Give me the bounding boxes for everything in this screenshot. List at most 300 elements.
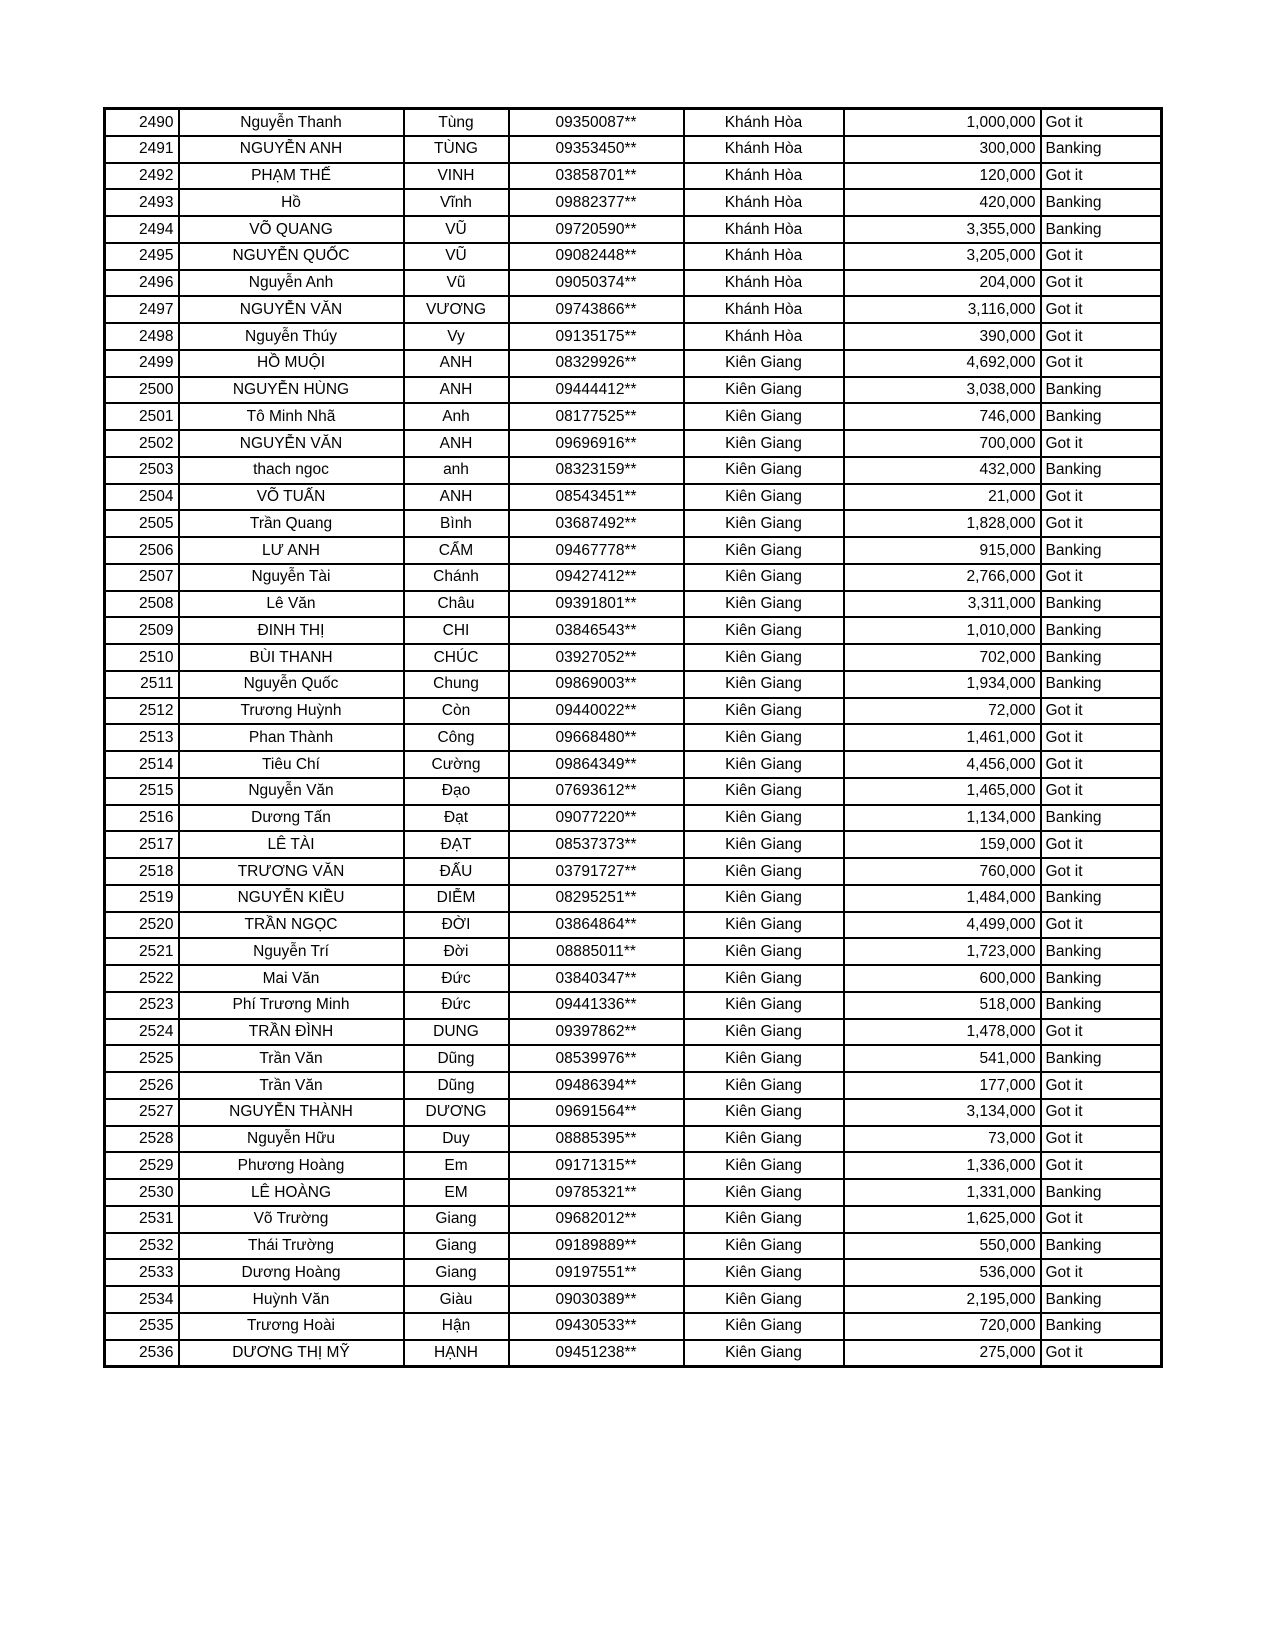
- cell-status: Banking: [1041, 1286, 1162, 1313]
- cell-first-name: Giang: [404, 1206, 509, 1233]
- cell-first-name: CẨM: [404, 537, 509, 564]
- table-row: [105, 831, 1162, 858]
- cell-last-middle-name: PHẠM THẾ: [179, 163, 404, 190]
- cell-first-name: Giàu: [404, 1286, 509, 1313]
- cell-row-id: 2519: [105, 885, 179, 912]
- cell-first-name: DUNG: [404, 1019, 509, 1046]
- cell-phone-masked: 09864349**: [509, 751, 684, 778]
- cell-province: Khánh Hòa: [684, 296, 844, 323]
- cell-phone-masked: 09350087**: [509, 109, 684, 136]
- cell-row-id: 2521: [105, 938, 179, 965]
- cell-last-middle-name: Dương Tấn: [179, 805, 404, 832]
- cell-last-middle-name: Nguyễn Trí: [179, 938, 404, 965]
- cell-first-name: VINH: [404, 163, 509, 190]
- cell-row-id: 2522: [105, 965, 179, 992]
- table-row: [105, 1099, 1162, 1126]
- cell-amount: 1,134,000: [844, 805, 1041, 832]
- cell-first-name: ANH: [404, 377, 509, 404]
- cell-amount: 518,000: [844, 992, 1041, 1019]
- cell-phone-masked: 08885011**: [509, 938, 684, 965]
- cell-row-id: 2490: [105, 109, 179, 136]
- cell-phone-masked: 08177525**: [509, 403, 684, 430]
- cell-province: Kiên Giang: [684, 1019, 844, 1046]
- cell-phone-masked: 09135175**: [509, 323, 684, 350]
- cell-last-middle-name: ĐINH THỊ: [179, 617, 404, 644]
- cell-amount: 702,000: [844, 644, 1041, 671]
- cell-phone-masked: 09397862**: [509, 1019, 684, 1046]
- cell-row-id: 2531: [105, 1206, 179, 1233]
- cell-first-name: VŨ: [404, 243, 509, 270]
- cell-amount: 1,478,000: [844, 1019, 1041, 1046]
- cell-amount: 3,311,000: [844, 591, 1041, 618]
- cell-first-name: Đức: [404, 965, 509, 992]
- cell-province: Kiên Giang: [684, 992, 844, 1019]
- cell-row-id: 2502: [105, 430, 179, 457]
- cell-last-middle-name: Nguyễn Hữu: [179, 1126, 404, 1153]
- cell-first-name: Cường: [404, 751, 509, 778]
- cell-phone-masked: 09353450**: [509, 136, 684, 163]
- table-row: [105, 1045, 1162, 1072]
- cell-status: Got it: [1041, 912, 1162, 939]
- cell-last-middle-name: Huỳnh Văn: [179, 1286, 404, 1313]
- cell-status: Banking: [1041, 885, 1162, 912]
- cell-row-id: 2511: [105, 671, 179, 698]
- cell-amount: 177,000: [844, 1072, 1041, 1099]
- cell-first-name: Dũng: [404, 1072, 509, 1099]
- cell-last-middle-name: Tiêu Chí: [179, 751, 404, 778]
- cell-first-name: Châu: [404, 591, 509, 618]
- cell-first-name: TÙNG: [404, 136, 509, 163]
- cell-phone-masked: 08539976**: [509, 1045, 684, 1072]
- cell-status: Banking: [1041, 938, 1162, 965]
- cell-status: Got it: [1041, 109, 1162, 136]
- cell-province: Kiên Giang: [684, 430, 844, 457]
- cell-last-middle-name: NGUYỄN KIỀU: [179, 885, 404, 912]
- cell-amount: 760,000: [844, 858, 1041, 885]
- cell-amount: 1,465,000: [844, 778, 1041, 805]
- cell-status: Banking: [1041, 537, 1162, 564]
- cell-last-middle-name: Phan Thành: [179, 724, 404, 751]
- cell-phone-masked: 09785321**: [509, 1179, 684, 1206]
- cell-last-middle-name: Dương Hoàng: [179, 1259, 404, 1286]
- recipients-table: [103, 107, 1163, 1368]
- cell-phone-masked: 09882377**: [509, 189, 684, 216]
- cell-status: Got it: [1041, 1340, 1162, 1367]
- cell-first-name: DƯƠNG: [404, 1099, 509, 1126]
- cell-status: Banking: [1041, 1045, 1162, 1072]
- cell-phone-masked: 09391801**: [509, 591, 684, 618]
- cell-first-name: ĐẤU: [404, 858, 509, 885]
- cell-status: Banking: [1041, 1179, 1162, 1206]
- cell-phone-masked: 09197551**: [509, 1259, 684, 1286]
- cell-province: Kiên Giang: [684, 1072, 844, 1099]
- cell-status: Got it: [1041, 323, 1162, 350]
- cell-row-id: 2534: [105, 1286, 179, 1313]
- table-row: [105, 136, 1162, 163]
- cell-row-id: 2530: [105, 1179, 179, 1206]
- cell-province: Kiên Giang: [684, 403, 844, 430]
- cell-last-middle-name: NGUYỄN VĂN: [179, 296, 404, 323]
- cell-amount: 1,336,000: [844, 1152, 1041, 1179]
- table-row: [105, 1340, 1162, 1367]
- cell-province: Khánh Hòa: [684, 109, 844, 136]
- cell-row-id: 2509: [105, 617, 179, 644]
- table-row: [105, 350, 1162, 377]
- table-row: [105, 1313, 1162, 1340]
- cell-amount: 432,000: [844, 457, 1041, 484]
- cell-phone-masked: 09743866**: [509, 296, 684, 323]
- cell-first-name: Anh: [404, 403, 509, 430]
- cell-first-name: Giang: [404, 1233, 509, 1260]
- cell-first-name: CHÚC: [404, 644, 509, 671]
- cell-province: Kiên Giang: [684, 671, 844, 698]
- cell-province: Khánh Hòa: [684, 270, 844, 297]
- cell-last-middle-name: Nguyễn Tài: [179, 564, 404, 591]
- cell-row-id: 2517: [105, 831, 179, 858]
- table-row: [105, 270, 1162, 297]
- table-row: [105, 1019, 1162, 1046]
- cell-province: Kiên Giang: [684, 1340, 844, 1367]
- cell-last-middle-name: TRẦN ĐÌNH: [179, 1019, 404, 1046]
- table-row: [105, 564, 1162, 591]
- cell-last-middle-name: thach ngoc: [179, 457, 404, 484]
- cell-phone-masked: 09440022**: [509, 698, 684, 725]
- cell-row-id: 2535: [105, 1313, 179, 1340]
- cell-province: Kiên Giang: [684, 564, 844, 591]
- cell-row-id: 2513: [105, 724, 179, 751]
- cell-row-id: 2526: [105, 1072, 179, 1099]
- cell-row-id: 2497: [105, 296, 179, 323]
- cell-province: Kiên Giang: [684, 591, 844, 618]
- cell-amount: 1,461,000: [844, 724, 1041, 751]
- cell-phone-masked: 09486394**: [509, 1072, 684, 1099]
- cell-row-id: 2510: [105, 644, 179, 671]
- table-row: [105, 484, 1162, 511]
- cell-province: Kiên Giang: [684, 805, 844, 832]
- cell-amount: 300,000: [844, 136, 1041, 163]
- cell-amount: 3,205,000: [844, 243, 1041, 270]
- table-row: [105, 724, 1162, 751]
- cell-row-id: 2515: [105, 778, 179, 805]
- cell-phone-masked: 09451238**: [509, 1340, 684, 1367]
- cell-last-middle-name: Phí Trương Minh: [179, 992, 404, 1019]
- cell-last-middle-name: DƯƠNG THỊ MỸ: [179, 1340, 404, 1367]
- cell-status: Got it: [1041, 1259, 1162, 1286]
- cell-status: Got it: [1041, 296, 1162, 323]
- cell-phone-masked: 03927052**: [509, 644, 684, 671]
- cell-province: Kiên Giang: [684, 724, 844, 751]
- cell-last-middle-name: Hồ: [179, 189, 404, 216]
- cell-amount: 1,010,000: [844, 617, 1041, 644]
- cell-amount: 536,000: [844, 1259, 1041, 1286]
- cell-amount: 2,766,000: [844, 564, 1041, 591]
- table-row: [105, 189, 1162, 216]
- cell-phone-masked: 09441336**: [509, 992, 684, 1019]
- cell-status: Banking: [1041, 992, 1162, 1019]
- cell-first-name: Tùng: [404, 109, 509, 136]
- cell-amount: 541,000: [844, 1045, 1041, 1072]
- cell-phone-masked: 09720590**: [509, 216, 684, 243]
- cell-amount: 1,723,000: [844, 938, 1041, 965]
- cell-row-id: 2501: [105, 403, 179, 430]
- cell-first-name: DIỄM: [404, 885, 509, 912]
- cell-row-id: 2516: [105, 805, 179, 832]
- cell-first-name: ĐẠT: [404, 831, 509, 858]
- cell-row-id: 2492: [105, 163, 179, 190]
- cell-last-middle-name: NGUYỄN HÙNG: [179, 377, 404, 404]
- cell-row-id: 2536: [105, 1340, 179, 1367]
- cell-row-id: 2504: [105, 484, 179, 511]
- cell-phone-masked: 07693612**: [509, 778, 684, 805]
- cell-status: Got it: [1041, 858, 1162, 885]
- cell-amount: 4,692,000: [844, 350, 1041, 377]
- cell-province: Khánh Hòa: [684, 136, 844, 163]
- cell-row-id: 2493: [105, 189, 179, 216]
- cell-province: Kiên Giang: [684, 1259, 844, 1286]
- cell-phone-masked: 08295251**: [509, 885, 684, 912]
- cell-status: Banking: [1041, 1313, 1162, 1340]
- cell-first-name: Đức: [404, 992, 509, 1019]
- cell-amount: 4,499,000: [844, 912, 1041, 939]
- cell-first-name: Bình: [404, 510, 509, 537]
- cell-amount: 21,000: [844, 484, 1041, 511]
- cell-phone-masked: 09668480**: [509, 724, 684, 751]
- table-row: [105, 109, 1162, 136]
- cell-last-middle-name: Lê Văn: [179, 591, 404, 618]
- table-row: [105, 1233, 1162, 1260]
- cell-amount: 3,116,000: [844, 296, 1041, 323]
- cell-amount: 1,625,000: [844, 1206, 1041, 1233]
- table-row: [105, 805, 1162, 832]
- cell-status: Got it: [1041, 350, 1162, 377]
- cell-first-name: Chánh: [404, 564, 509, 591]
- cell-row-id: 2523: [105, 992, 179, 1019]
- cell-amount: 700,000: [844, 430, 1041, 457]
- cell-status: Banking: [1041, 671, 1162, 698]
- cell-status: Got it: [1041, 698, 1162, 725]
- table-row: [105, 751, 1162, 778]
- cell-province: Kiên Giang: [684, 831, 844, 858]
- cell-amount: 3,134,000: [844, 1099, 1041, 1126]
- cell-amount: 1,828,000: [844, 510, 1041, 537]
- cell-status: Got it: [1041, 243, 1162, 270]
- cell-province: Kiên Giang: [684, 1206, 844, 1233]
- cell-row-id: 2508: [105, 591, 179, 618]
- cell-phone-masked: 09077220**: [509, 805, 684, 832]
- cell-status: Got it: [1041, 430, 1162, 457]
- cell-first-name: Đạt: [404, 805, 509, 832]
- table-row: [105, 296, 1162, 323]
- cell-amount: 4,456,000: [844, 751, 1041, 778]
- cell-status: Banking: [1041, 377, 1162, 404]
- cell-phone-masked: 09082448**: [509, 243, 684, 270]
- cell-phone-masked: 03840347**: [509, 965, 684, 992]
- cell-row-id: 2533: [105, 1259, 179, 1286]
- cell-phone-masked: 09691564**: [509, 1099, 684, 1126]
- cell-last-middle-name: Nguyễn Thanh: [179, 109, 404, 136]
- cell-amount: 73,000: [844, 1126, 1041, 1153]
- cell-last-middle-name: NGUYỄN VĂN: [179, 430, 404, 457]
- cell-last-middle-name: HỒ MUỘI: [179, 350, 404, 377]
- cell-row-id: 2527: [105, 1099, 179, 1126]
- table-row: [105, 1072, 1162, 1099]
- cell-first-name: VƯƠNG: [404, 296, 509, 323]
- cell-status: Got it: [1041, 564, 1162, 591]
- cell-phone-masked: 09427412**: [509, 564, 684, 591]
- cell-province: Khánh Hòa: [684, 163, 844, 190]
- cell-last-middle-name: Thái Trường: [179, 1233, 404, 1260]
- cell-row-id: 2499: [105, 350, 179, 377]
- table-row: [105, 644, 1162, 671]
- cell-province: Kiên Giang: [684, 510, 844, 537]
- table-row: [105, 858, 1162, 885]
- table-row: [105, 1286, 1162, 1313]
- cell-status: Got it: [1041, 751, 1162, 778]
- cell-status: Banking: [1041, 189, 1162, 216]
- cell-status: Got it: [1041, 1206, 1162, 1233]
- cell-row-id: 2503: [105, 457, 179, 484]
- cell-last-middle-name: Trần Văn: [179, 1045, 404, 1072]
- cell-amount: 3,038,000: [844, 377, 1041, 404]
- cell-province: Kiên Giang: [684, 1099, 844, 1126]
- cell-status: Banking: [1041, 403, 1162, 430]
- cell-first-name: Em: [404, 1152, 509, 1179]
- cell-first-name: Vĩnh: [404, 189, 509, 216]
- cell-phone-masked: 09696916**: [509, 430, 684, 457]
- cell-status: Got it: [1041, 831, 1162, 858]
- cell-first-name: ANH: [404, 430, 509, 457]
- table-row: [105, 885, 1162, 912]
- cell-last-middle-name: Trương Hoài: [179, 1313, 404, 1340]
- cell-row-id: 2507: [105, 564, 179, 591]
- cell-status: Banking: [1041, 1233, 1162, 1260]
- cell-first-name: Dũng: [404, 1045, 509, 1072]
- cell-row-id: 2520: [105, 912, 179, 939]
- cell-amount: 420,000: [844, 189, 1041, 216]
- cell-last-middle-name: Trần Văn: [179, 1072, 404, 1099]
- cell-row-id: 2494: [105, 216, 179, 243]
- cell-row-id: 2495: [105, 243, 179, 270]
- cell-amount: 3,355,000: [844, 216, 1041, 243]
- cell-last-middle-name: Trần Quang: [179, 510, 404, 537]
- cell-phone-masked: 09869003**: [509, 671, 684, 698]
- cell-province: Kiên Giang: [684, 1286, 844, 1313]
- cell-first-name: Duy: [404, 1126, 509, 1153]
- cell-row-id: 2512: [105, 698, 179, 725]
- cell-first-name: anh: [404, 457, 509, 484]
- cell-province: Kiên Giang: [684, 617, 844, 644]
- cell-province: Kiên Giang: [684, 885, 844, 912]
- table-row: [105, 938, 1162, 965]
- cell-status: Got it: [1041, 1099, 1162, 1126]
- cell-amount: 1,934,000: [844, 671, 1041, 698]
- cell-row-id: 2518: [105, 858, 179, 885]
- cell-status: Got it: [1041, 510, 1162, 537]
- table-row: [105, 403, 1162, 430]
- table-row: [105, 377, 1162, 404]
- cell-phone-masked: 08885395**: [509, 1126, 684, 1153]
- cell-phone-masked: 09682012**: [509, 1206, 684, 1233]
- cell-amount: 1,331,000: [844, 1179, 1041, 1206]
- cell-phone-masked: 03858701**: [509, 163, 684, 190]
- cell-first-name: ANH: [404, 484, 509, 511]
- cell-amount: 550,000: [844, 1233, 1041, 1260]
- cell-first-name: CHI: [404, 617, 509, 644]
- cell-phone-masked: 09030389**: [509, 1286, 684, 1313]
- table-row: [105, 1179, 1162, 1206]
- cell-province: Kiên Giang: [684, 858, 844, 885]
- table-row: [105, 698, 1162, 725]
- cell-province: Khánh Hòa: [684, 189, 844, 216]
- cell-phone-masked: 08329926**: [509, 350, 684, 377]
- cell-province: Kiên Giang: [684, 350, 844, 377]
- cell-status: Banking: [1041, 591, 1162, 618]
- cell-amount: 720,000: [844, 1313, 1041, 1340]
- cell-province: Kiên Giang: [684, 537, 844, 564]
- cell-row-id: 2506: [105, 537, 179, 564]
- table-row: [105, 1152, 1162, 1179]
- cell-phone-masked: 08543451**: [509, 484, 684, 511]
- cell-province: Kiên Giang: [684, 938, 844, 965]
- cell-row-id: 2505: [105, 510, 179, 537]
- cell-first-name: Còn: [404, 698, 509, 725]
- table-row: [105, 216, 1162, 243]
- cell-row-id: 2528: [105, 1126, 179, 1153]
- table-row: [105, 537, 1162, 564]
- cell-status: Got it: [1041, 163, 1162, 190]
- cell-status: Banking: [1041, 617, 1162, 644]
- cell-last-middle-name: Võ Trường: [179, 1206, 404, 1233]
- cell-row-id: 2514: [105, 751, 179, 778]
- cell-status: Got it: [1041, 778, 1162, 805]
- cell-first-name: Đời: [404, 938, 509, 965]
- cell-status: Banking: [1041, 216, 1162, 243]
- cell-province: Kiên Giang: [684, 1126, 844, 1153]
- cell-province: Kiên Giang: [684, 912, 844, 939]
- cell-amount: 204,000: [844, 270, 1041, 297]
- cell-phone-masked: 08537373**: [509, 831, 684, 858]
- cell-status: Got it: [1041, 484, 1162, 511]
- cell-status: Got it: [1041, 724, 1162, 751]
- cell-province: Kiên Giang: [684, 1179, 844, 1206]
- cell-status: Got it: [1041, 1072, 1162, 1099]
- cell-first-name: Chung: [404, 671, 509, 698]
- cell-last-middle-name: LƯ ANH: [179, 537, 404, 564]
- cell-phone-masked: 09189889**: [509, 1233, 684, 1260]
- cell-row-id: 2524: [105, 1019, 179, 1046]
- table-row: [105, 912, 1162, 939]
- cell-province: Kiên Giang: [684, 377, 844, 404]
- cell-first-name: Đạo: [404, 778, 509, 805]
- cell-last-middle-name: Nguyễn Thúy: [179, 323, 404, 350]
- cell-first-name: Vũ: [404, 270, 509, 297]
- cell-first-name: Giang: [404, 1259, 509, 1286]
- table-row: [105, 591, 1162, 618]
- cell-row-id: 2529: [105, 1152, 179, 1179]
- cell-phone-masked: 09444412**: [509, 377, 684, 404]
- cell-province: Kiên Giang: [684, 698, 844, 725]
- cell-province: Kiên Giang: [684, 1233, 844, 1260]
- cell-row-id: 2532: [105, 1233, 179, 1260]
- table-row: [105, 323, 1162, 350]
- cell-amount: 915,000: [844, 537, 1041, 564]
- cell-status: Banking: [1041, 805, 1162, 832]
- cell-status: Got it: [1041, 270, 1162, 297]
- table-row: [105, 992, 1162, 1019]
- cell-first-name: VŨ: [404, 216, 509, 243]
- table-row: [105, 430, 1162, 457]
- cell-first-name: ĐỜI: [404, 912, 509, 939]
